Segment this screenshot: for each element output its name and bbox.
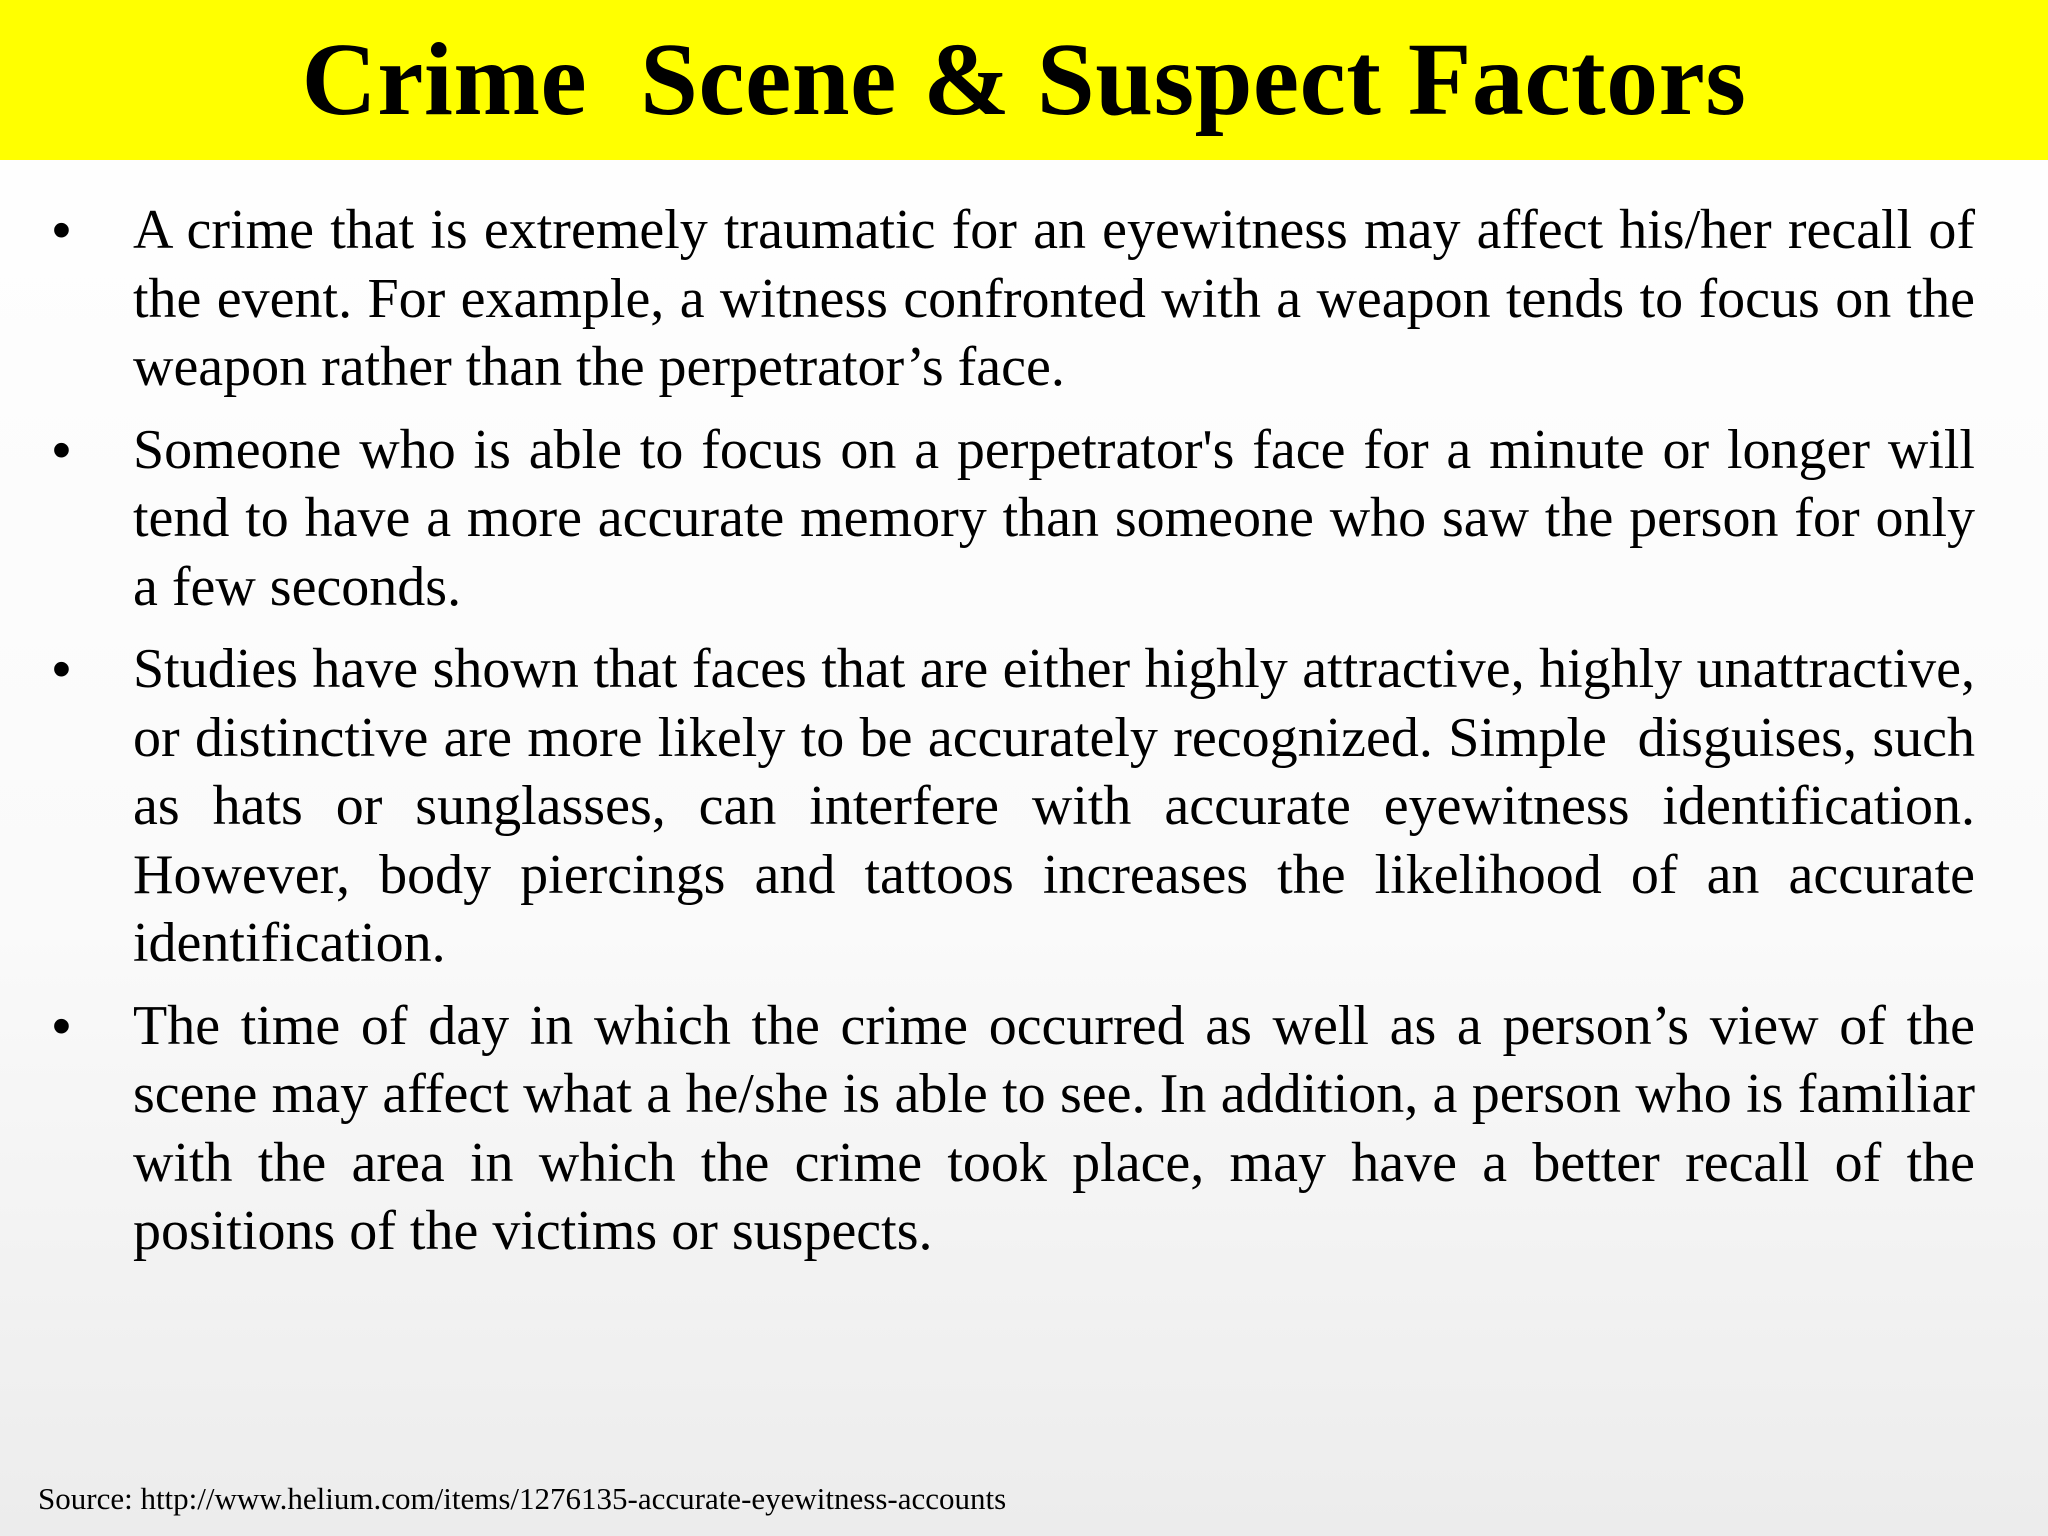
bullet-text: Studies have shown that faces that are either highly attractive, highly unattractive, or distinctive are more likely to be accurately recognized. Simple disguises, such as hats or sunglasses, can interfere with accurate eyewitness identification. However, body piercings and tattoos increases the likelihood of an accurate identification. xyxy=(133,638,2003,974)
bullet-item xyxy=(0,635,2048,978)
bullet-item xyxy=(0,992,2048,1266)
bullet-marker: • xyxy=(52,200,71,260)
bullet-marker: • xyxy=(52,419,71,480)
bullet-text: Someone who is able to focus on a perpetrator's face for a minute or longer will tend to have a more accurate memory than someone who saw the person for only a few seconds. xyxy=(133,418,1989,618)
bullet-marker: • xyxy=(52,639,71,699)
bullet-list xyxy=(0,196,2048,1280)
bullet-marker: • xyxy=(52,995,71,1056)
bullet-item xyxy=(0,416,2048,622)
bullet-text: The time of day in which the crime occurred as well as a person’s view of the scene may affect what a he/she is able to see. In addition, a person who is familiar with the area in which the crime took place, may have a better recall of the positions of the victims or suspects. xyxy=(133,994,1989,1262)
source-citation: Source: http://www.helium.com/items/1276135-accurate-eyewitness-accounts xyxy=(38,1481,1007,1516)
bullet-item xyxy=(0,196,2048,402)
slide-title: Crime Scene & Suspect Factors xyxy=(301,22,1747,137)
bullet-text: A crime that is extremely traumatic for an eyewitness may affect his/her recall of the event. For example, a witness confronted with a weapon tends to focus on the weapon rather than the perpetrator’s face. xyxy=(133,199,1989,398)
title-band xyxy=(0,0,2048,160)
